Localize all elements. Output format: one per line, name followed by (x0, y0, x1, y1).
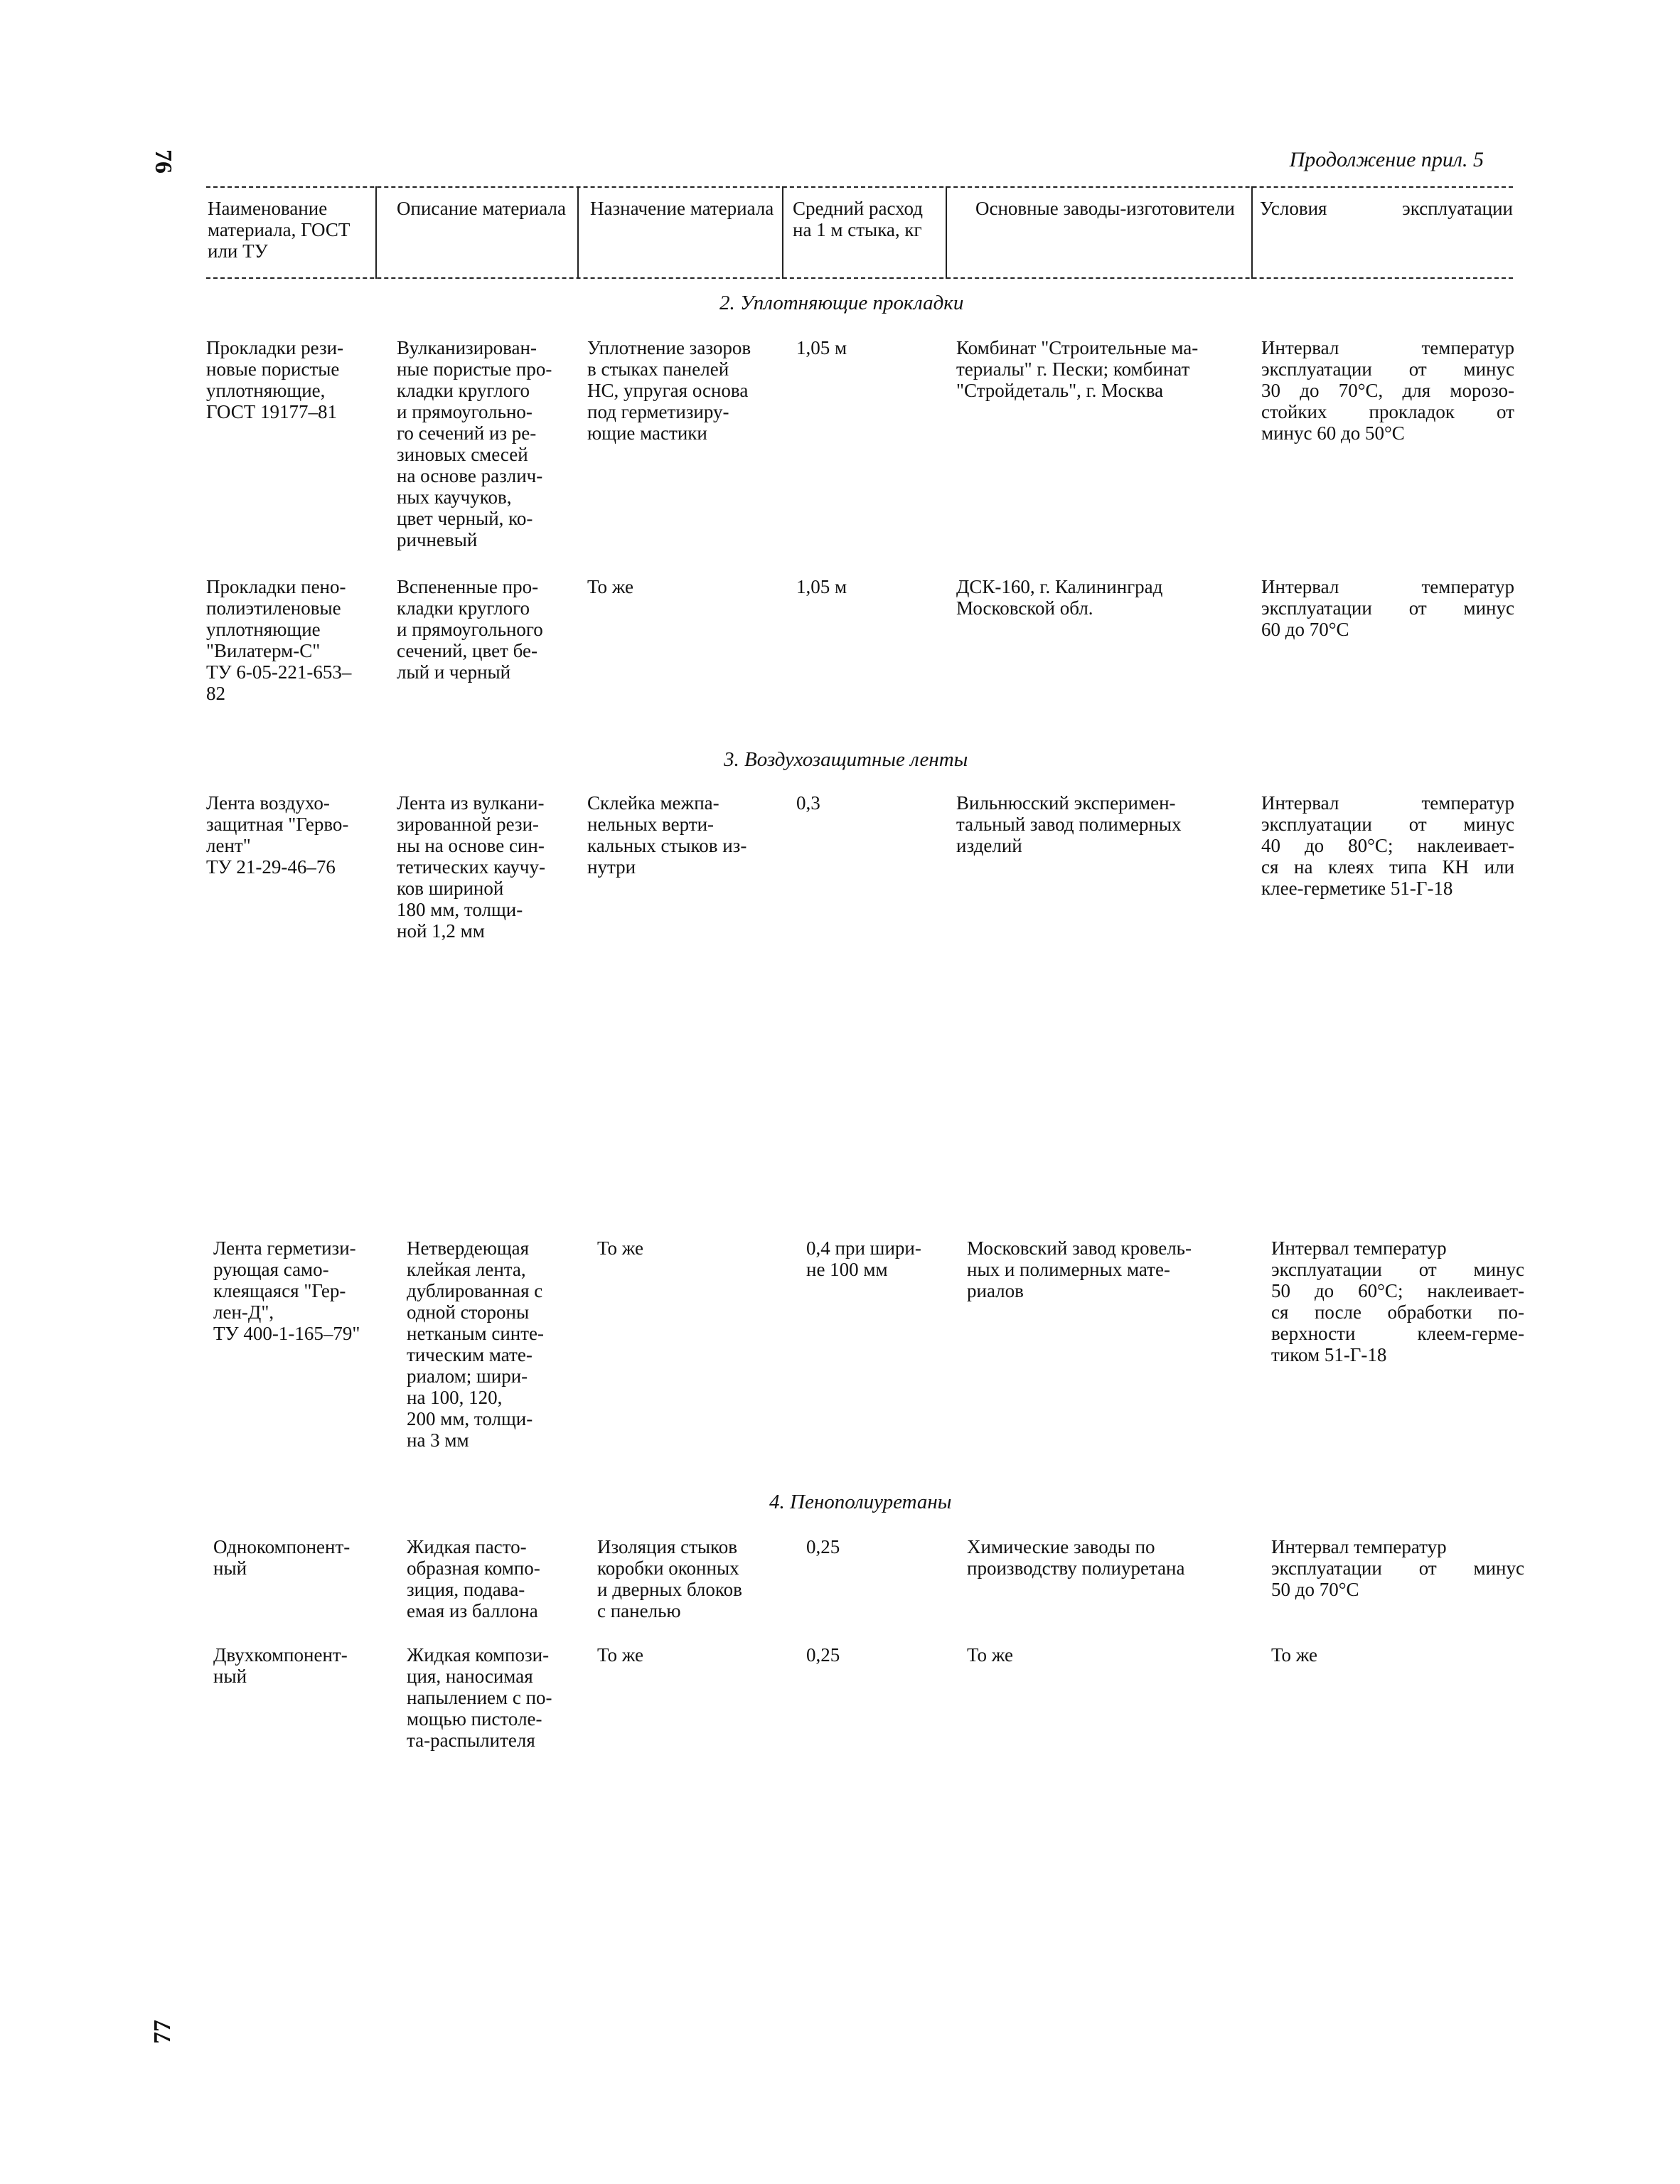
text-line: эксплуатации от минус (1271, 1259, 1524, 1280)
text-line: Вулканизирован- (397, 337, 537, 358)
row5-conditions (1271, 1536, 1524, 1600)
row1-purpose (587, 337, 793, 444)
row4-rate (806, 1237, 963, 1280)
text-line: Интервал температур (1271, 1536, 1447, 1557)
text-line: То же (597, 1237, 643, 1259)
text-line: на 100, 120, (407, 1387, 503, 1408)
text-line: и прямоугольного (397, 619, 543, 640)
header-divider (1251, 186, 1253, 279)
header-rate: Средний расход на 1 м стыка, кг (793, 198, 924, 240)
text-line: и дверных блоков (597, 1579, 742, 1600)
text-line: тиком 51-Г-18 (1271, 1344, 1387, 1365)
text-line: нетканым синте- (407, 1323, 545, 1344)
row2-description (397, 576, 582, 683)
row2-purpose (587, 576, 786, 597)
header-divider (782, 186, 783, 279)
text-line: клейкая лента, (407, 1259, 526, 1280)
header-divider (375, 186, 377, 279)
text-line: и прямоугольно- (397, 401, 533, 422)
text-line: защитная "Герво- (206, 814, 349, 835)
text-line: ны на основе син- (397, 835, 545, 856)
text-line: зиция, подава- (407, 1579, 525, 1600)
row4-manufacturers (967, 1237, 1251, 1301)
row3-rate: 0,3 (796, 792, 820, 814)
text-line: одной стороны (407, 1301, 530, 1323)
text-line: ся после обработки по- (1271, 1301, 1524, 1323)
continuation-note: Продолжение прил. 5 (1289, 148, 1484, 171)
text-line: Интервал температур (1261, 576, 1514, 597)
text-line: 40 до 80°С; наклеивает- (1261, 835, 1514, 856)
text-line: в стыках панелей (587, 358, 729, 380)
text-line: Московский завод кровель- (967, 1237, 1192, 1259)
header-top-rule (206, 186, 1513, 188)
text-line: тетических каучу- (397, 856, 545, 878)
row3-description (397, 792, 582, 942)
text-line: Жидкая пасто- (407, 1536, 527, 1557)
table-header (206, 186, 1513, 279)
text-line: Нетвердеющая (407, 1237, 530, 1259)
text-line: Жидкая компози- (407, 1644, 550, 1666)
header-description: Описание материала (397, 198, 566, 219)
row4-description (407, 1237, 599, 1451)
text-line: образная компо- (407, 1557, 540, 1579)
row1-manufacturers (956, 337, 1255, 401)
text-line: та-распылителя (407, 1730, 535, 1751)
header-manufacturers: Основные заводы-изготовители (975, 198, 1235, 219)
text-line: Интервал температур (1271, 1237, 1447, 1259)
text-line: Московской обл. (956, 597, 1093, 619)
row2-conditions (1261, 576, 1514, 640)
text-line: ный (213, 1557, 247, 1579)
text-line: стойких прокладок от (1261, 401, 1514, 422)
row3-purpose (587, 792, 786, 878)
text-line: Химические заводы по (967, 1536, 1155, 1557)
text-line: 50 до 60°С; наклеивает- (1271, 1280, 1524, 1301)
text-line: Вспененные про- (397, 576, 539, 597)
row6-description (407, 1644, 599, 1751)
text-line: ной 1,2 мм (397, 920, 485, 942)
text-line: эксплуатации от минус (1261, 597, 1514, 619)
header-purpose: Назначение материала (590, 198, 774, 219)
row6-conditions (1271, 1644, 1524, 1666)
text-line: зированной рези- (397, 814, 540, 835)
text-line: Лента герметизи- (213, 1237, 356, 1259)
row5-name (213, 1536, 398, 1579)
section-title: 2. Уплотняющие прокладки (719, 292, 964, 314)
section-title: 3. Воздухозащитные ленты (724, 748, 968, 771)
text-line: мощью пистоле- (407, 1708, 542, 1730)
text-line: ГОСТ 19177–81 (206, 401, 338, 422)
page-number-top: 76 (150, 149, 176, 174)
text-line: ТУ 6-05-221-653– (206, 661, 352, 683)
row4-name (213, 1237, 405, 1344)
text-line: То же (967, 1644, 1013, 1666)
header-conditions-b: эксплуатации (1402, 198, 1513, 219)
header-conditions (1260, 198, 1513, 219)
text-line: ся на клеях типа КН или (1261, 856, 1514, 878)
text-line: кладки круглого (397, 380, 530, 401)
text-line: эксплуатации от минус (1271, 1557, 1524, 1579)
text-line: уплотняющие, (206, 380, 326, 401)
text-line: Однокомпонент- (213, 1536, 351, 1557)
text-line: под герметизиру- (587, 401, 729, 422)
text-line: минус 60 до 50°С (1261, 422, 1405, 444)
row1-name (206, 337, 377, 422)
text-line: тальный завод полимерных (956, 814, 1182, 835)
row5-manufacturers (967, 1536, 1251, 1579)
text-line: Интервал температур (1261, 792, 1514, 814)
text-line: "Стройдеталь", г. Москва (956, 380, 1164, 401)
text-line: изделий (956, 835, 1022, 856)
text-line: 180 мм, толщи- (397, 899, 523, 920)
text-line: эксплуатации от минус (1261, 358, 1514, 380)
text-line: ных каучуков, (397, 486, 512, 508)
text-line: Вильнюсский эксперимен- (956, 792, 1176, 814)
row1-description (397, 337, 582, 550)
row4-purpose (597, 1237, 796, 1259)
text-line: не 100 мм (806, 1259, 888, 1280)
text-line: Прокладки рези- (206, 337, 344, 358)
text-line: ные пористые про- (397, 358, 552, 380)
row6-name (213, 1644, 398, 1687)
text-line: нутри (587, 856, 636, 878)
text-line: ТУ 400-1-165–79" (213, 1323, 360, 1344)
row4-conditions (1271, 1237, 1524, 1365)
text-line: напылением с по- (407, 1687, 552, 1708)
text-line: ных и полимерных мате- (967, 1259, 1170, 1280)
text-line: Изоляция стыков (597, 1536, 738, 1557)
page-number-bottom: 77 (149, 2020, 176, 2044)
text-line: ющие мастики (587, 422, 707, 444)
row3-manufacturers (956, 792, 1255, 856)
text-line: с панелью (597, 1600, 681, 1621)
row2-name (206, 576, 384, 704)
text-line: Уплотнение зазоров (587, 337, 751, 358)
text-line: цвет черный, ко- (397, 508, 533, 529)
text-line: на 3 мм (407, 1429, 469, 1451)
text-line: ДСК-160, г. Калининград (956, 576, 1163, 597)
header-divider (946, 186, 947, 279)
text-line: го сечений из ре- (397, 422, 537, 444)
text-line: 82 (206, 683, 225, 704)
row2-rate: 1,05 м (796, 576, 847, 597)
row1-rate: 1,05 м (796, 337, 847, 358)
text-line: кладки круглого (397, 597, 530, 619)
text-line: дублированная с (407, 1280, 543, 1301)
text-line: "Вилатерм-С" (206, 640, 321, 661)
header-divider (577, 186, 579, 279)
section-title: 4. Пенополиуретаны (769, 1491, 952, 1513)
text-line: эксплуатации от минус (1261, 814, 1514, 835)
text-line: Лента воздухо- (206, 792, 330, 814)
text-line: териалы" г. Пески; комбинат (956, 358, 1190, 380)
text-line: зиновых смесей (397, 444, 528, 465)
header-name: Наименование материала, ГОСТ или ТУ (208, 198, 351, 262)
text-line: Лента из вулкани- (397, 792, 545, 814)
text-line: емая из баллона (407, 1600, 538, 1621)
row3-name (206, 792, 384, 878)
header-bottom-rule (206, 277, 1513, 279)
text-line: верхности клеем-герме- (1271, 1323, 1524, 1344)
text-line: лый и черный (397, 661, 511, 683)
text-line: ричневый (397, 529, 478, 550)
text-line: сечений, цвет бе- (397, 640, 537, 661)
text-line: ция, наносимая (407, 1666, 533, 1687)
text-line: НС, упругая основа (587, 380, 749, 401)
text-line: 50 до 70°С (1271, 1579, 1359, 1600)
row6-manufacturers (967, 1644, 1251, 1666)
text-line: ный (213, 1666, 247, 1687)
text-line: То же (1271, 1644, 1317, 1666)
text-line: лен-Д", (213, 1301, 274, 1323)
text-line: новые пористые (206, 358, 340, 380)
text-line: тическим мате- (407, 1344, 533, 1365)
row1-conditions (1261, 337, 1514, 444)
text-line: рующая само- (213, 1259, 329, 1280)
text-line: производству полиуретана (967, 1557, 1185, 1579)
text-line: коробки оконных (597, 1557, 739, 1579)
text-line: на основе различ- (397, 465, 543, 486)
text-line: риалов (967, 1280, 1024, 1301)
text-line: полиэтиленовые (206, 597, 341, 619)
text-line: Прокладки пено- (206, 576, 346, 597)
row3-conditions (1261, 792, 1514, 899)
text-line: Склейка межпа- (587, 792, 719, 814)
row2-manufacturers (956, 576, 1255, 619)
row6-purpose (597, 1644, 796, 1666)
text-line: ков шириной (397, 878, 504, 899)
text-line: Комбинат "Строительные ма- (956, 337, 1199, 358)
text-line: кальных стыков из- (587, 835, 747, 856)
text-line: 60 до 70°С (1261, 619, 1349, 640)
text-line: 0,4 при шири- (806, 1237, 921, 1259)
text-line: риалом; шири- (407, 1365, 528, 1387)
text-line: 30 до 70°С, для морозо- (1261, 380, 1514, 401)
row5-purpose (597, 1536, 796, 1621)
text-line: уплотняющие (206, 619, 321, 640)
text-line: 200 мм, толщи- (407, 1408, 533, 1429)
row5-rate: 0,25 (806, 1536, 840, 1557)
row5-description (407, 1536, 599, 1621)
text-line: То же (597, 1644, 643, 1666)
row6-rate: 0,25 (806, 1644, 840, 1666)
header-conditions-a: Условия (1260, 198, 1327, 219)
text-line: нельных верти- (587, 814, 715, 835)
text-line: Двухкомпонент- (213, 1644, 348, 1666)
text-line: Интервал температур (1261, 337, 1514, 358)
text-line: То же (587, 576, 633, 597)
text-line: лент" (206, 835, 251, 856)
text-line: ТУ 21-29-46–76 (206, 856, 336, 878)
text-line: клее-герметике 51-Г-18 (1261, 878, 1453, 899)
text-line: клеящаяся "Гер- (213, 1280, 346, 1301)
